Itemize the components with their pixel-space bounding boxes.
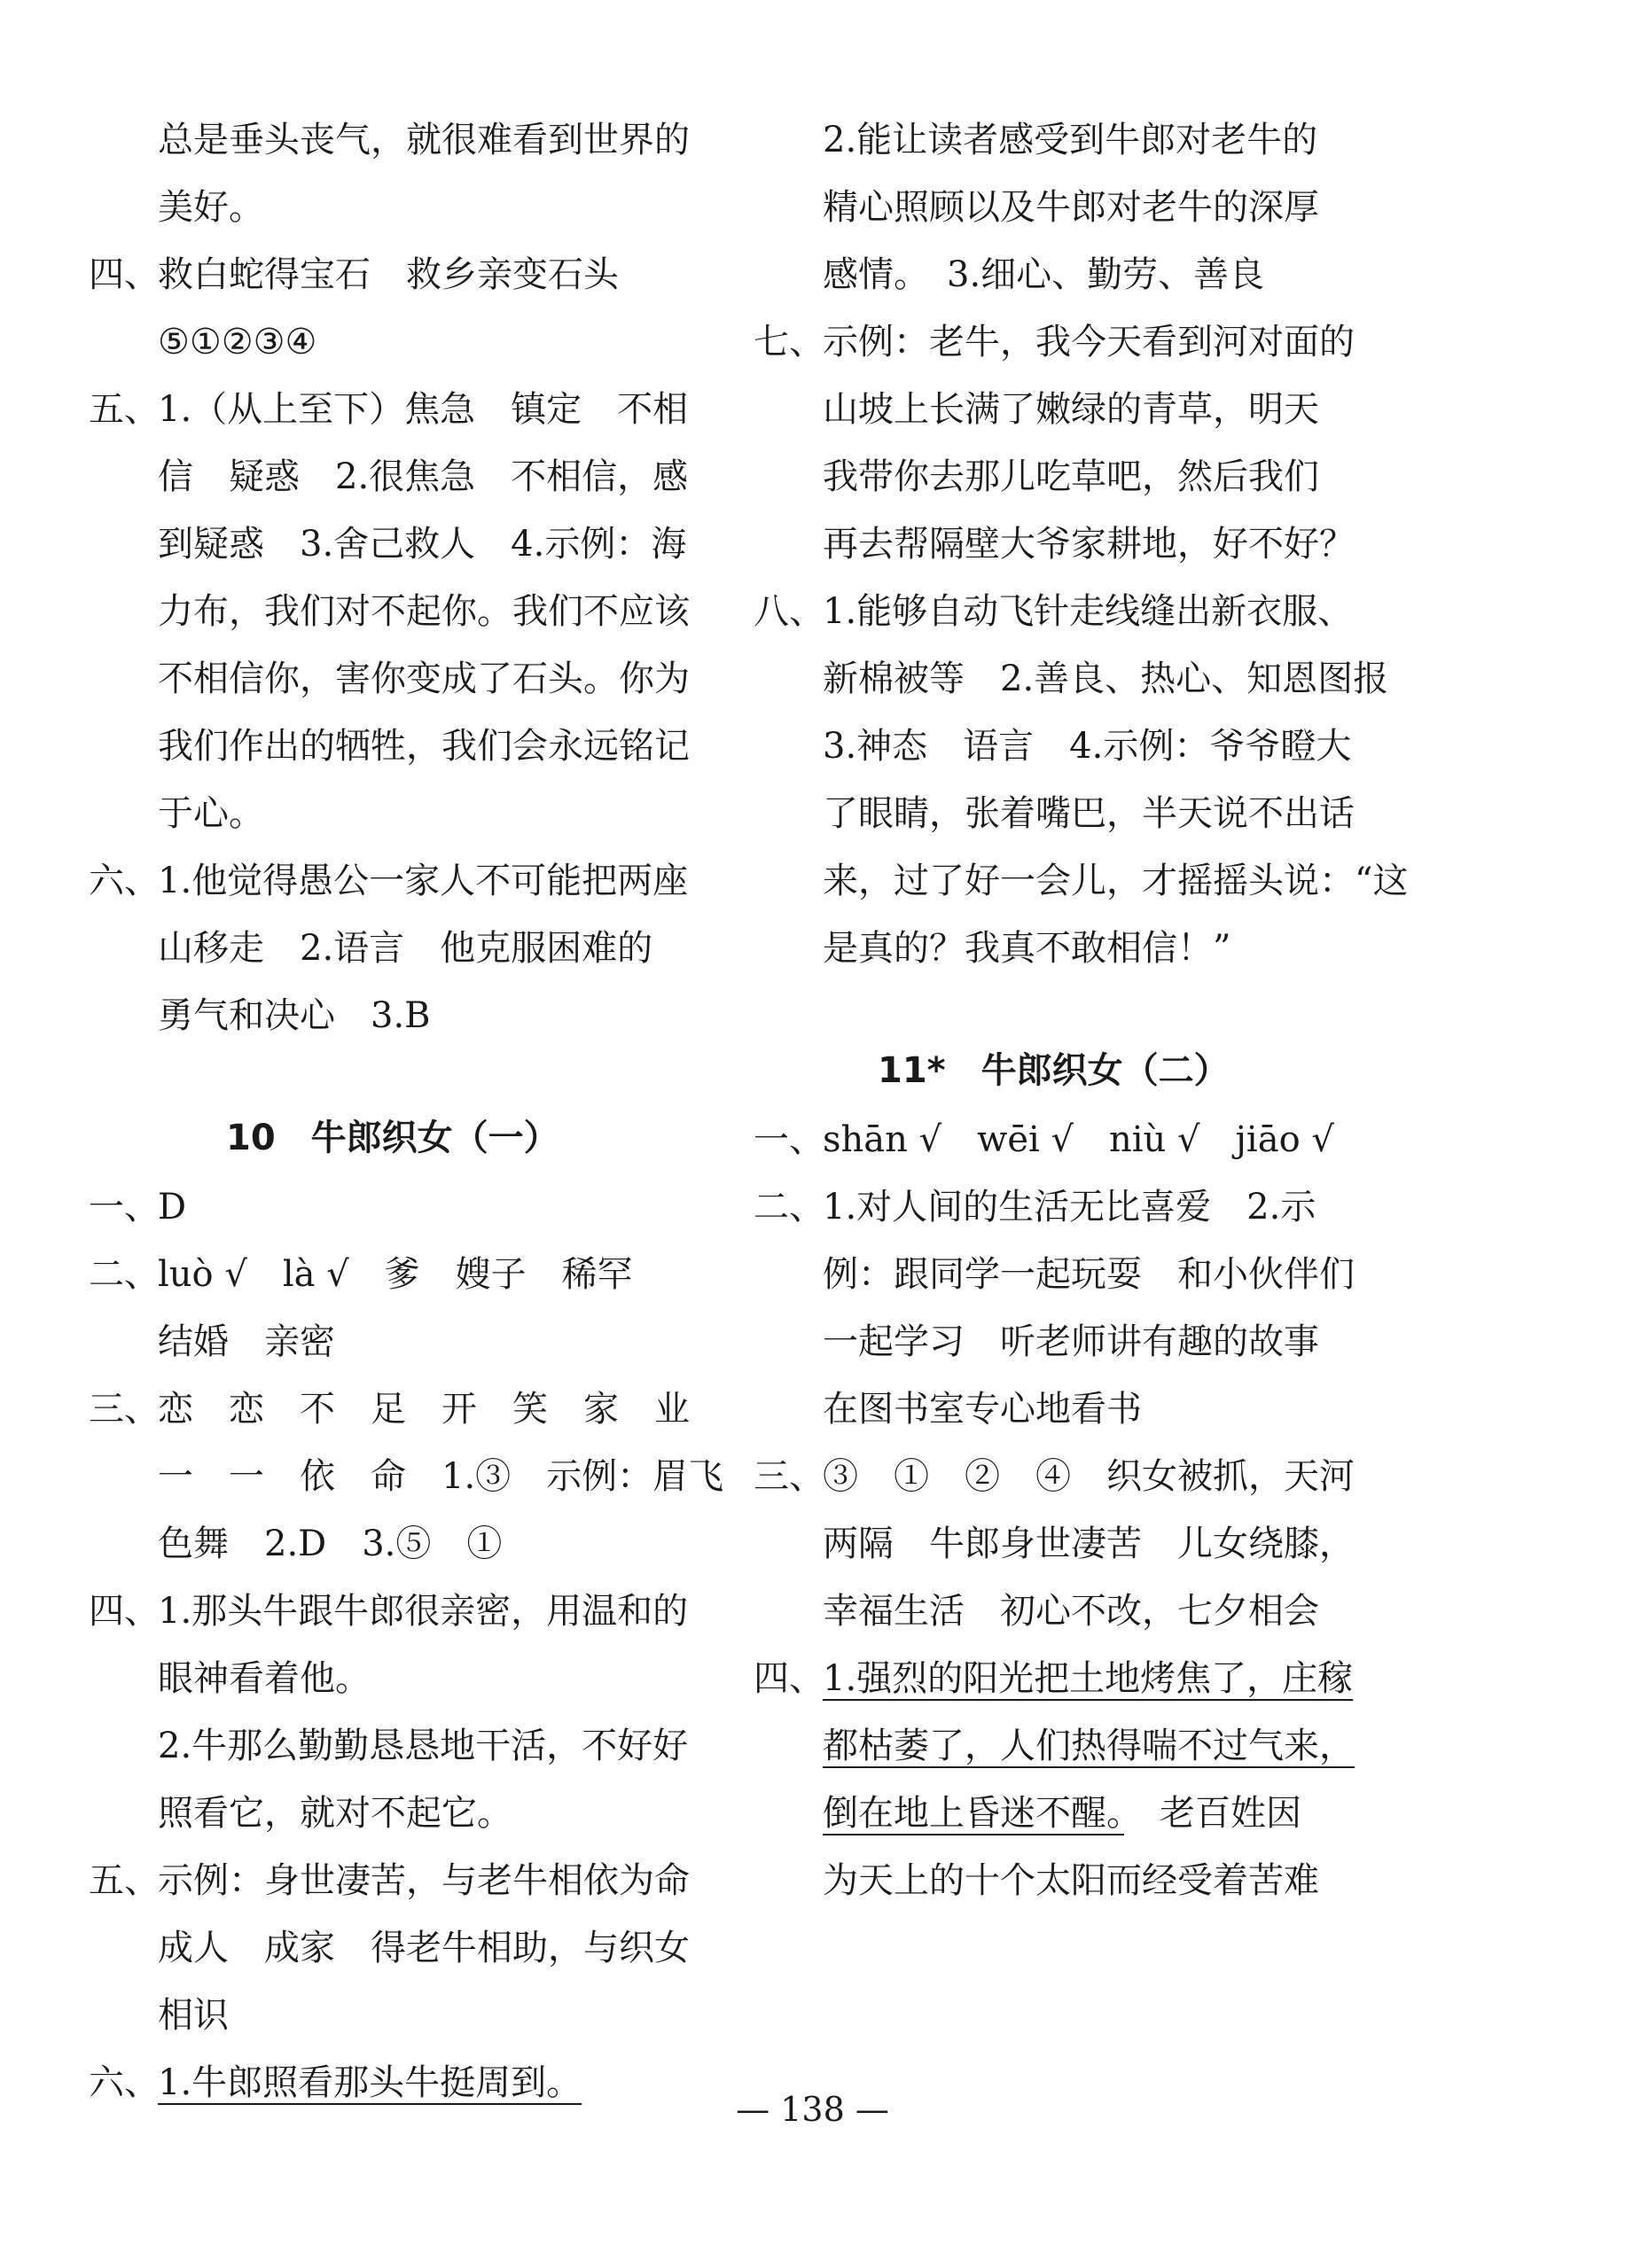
text-line: luò √ là √ 爹 嫂子 稀罕 [158, 1254, 633, 1295]
text-line: ③ ① ② ④ 织女被抓，天河 [823, 1456, 1355, 1497]
q3 [89, 1376, 700, 1443]
text-line: 2.牛那么勤勤恳恳地干活，不好好 [158, 1726, 689, 1766]
text-line: 救白蛇得宝石 救乡亲变石头 [158, 254, 619, 295]
section-7 [754, 308, 1356, 376]
text-line: 1.对人间的生活无比喜爱 2.示 [823, 1187, 1316, 1228]
text-line [754, 1712, 1356, 1780]
text-line: 例：跟同学一起玩耍 和小伙伴们 [823, 1254, 1355, 1295]
section-label: 八、 [754, 591, 824, 632]
text-line: 美好。 [158, 187, 264, 228]
spacer [89, 1049, 700, 1103]
text-line: 照看它，就对不起它。 [158, 1793, 512, 1834]
q1 [754, 1106, 1356, 1173]
q2 [89, 1241, 700, 1308]
section-label: 五、 [89, 1860, 160, 1901]
text-line: 于心。 [158, 793, 264, 834]
text-line: 示例：老牛，我今天看到河对面的 [823, 322, 1355, 362]
text-line: 山坡上长满了嫩绿的青草，明天 [823, 389, 1319, 430]
text-line: 3.神态 语言 4.示例：爷爷瞪大 [823, 726, 1352, 767]
q3 [754, 1443, 1356, 1510]
section-label: 四、 [89, 1591, 160, 1632]
section-label: 七、 [754, 322, 824, 362]
text-line: 在图书室专心地看书 [823, 1389, 1142, 1430]
text-line: 新棉被等 2.善良、热心、知恩图报 [823, 659, 1389, 699]
text-line: 再去帮隔壁大爷家耕地，好不好？ [823, 524, 1355, 565]
text-line: 我带你去那儿吃草吧，然后我们 [823, 456, 1319, 497]
right-column [754, 106, 1409, 1914]
section-4 [89, 241, 700, 308]
text-line: 幸福生活 初心不改，七夕相会 [823, 1591, 1319, 1632]
text-line: ⑤①②③④ [158, 322, 317, 362]
text-line: 我们作出的牺牲，我们会永远铭记 [158, 726, 690, 767]
text-line: D [158, 1187, 187, 1228]
lesson-10-title: 10 牛郎织女（一） [226, 1118, 559, 1158]
text-line: 来，过了好一会儿，才摇摇头说：“这 [823, 861, 1409, 901]
text-line: 精心照顾以及牛郎对老牛的深厚 [823, 187, 1319, 228]
text-line: shān √ wēi √ niù √ jiāo √ [823, 1119, 1334, 1160]
section-8 [754, 578, 1356, 645]
text-line: 一 一 依 命 1.③ 示例：眉飞 [158, 1456, 724, 1497]
q2 [754, 1173, 1356, 1241]
text-line: 示例：身世凄苦，与老牛相依为命 [158, 1860, 690, 1901]
section-label: 二、 [754, 1187, 824, 1228]
page-number: — 138 — [736, 2090, 889, 2129]
underlined-answer: 倒在地上昏迷不醒。 [823, 1793, 1124, 1834]
q4 [754, 1645, 1356, 1712]
text-line: 眼神看着他。 [158, 1658, 371, 1699]
text-line: 感情。 3.细心、勤劳、善良 [823, 254, 1265, 295]
left-column [89, 106, 724, 2116]
text-line: 两隔 牛郎身世凄苦 儿女绕膝， [823, 1524, 1355, 1564]
text-line [754, 1780, 1356, 1847]
text-line: 不相信你，害你变成了石头。你为 [158, 659, 690, 699]
section-label: 六、 [89, 861, 160, 901]
section-label: 二、 [89, 1254, 160, 1295]
text-line: 结婚 亲密 [158, 1321, 335, 1362]
text-line: 了眼睛，张着嘴巴，半天说不出话 [823, 793, 1355, 834]
text-line: 2.能让读者感受到牛郎对老牛的 [823, 120, 1318, 160]
text-line: 力布，我们对不起你。我们不应该 [158, 591, 690, 632]
q4 [89, 1578, 700, 1645]
q5 [89, 1847, 700, 1914]
lesson-11-title: 11* 牛郎织女（二） [878, 1050, 1230, 1091]
text-line: 1.那头牛跟牛郎很亲密，用温和的 [158, 1591, 689, 1632]
text-line: 1.他觉得愚公一家人不可能把两座 [158, 861, 689, 901]
text-line: 勇气和决心 3.B [158, 995, 431, 1036]
section-label: 四、 [754, 1658, 824, 1699]
section-label: 四、 [89, 254, 160, 295]
spacer [754, 982, 1356, 1035]
text-line: 恋 恋 不 足 开 笑 家 业 [158, 1389, 690, 1430]
underlined-answer: 1.强烈的阳光把土地烤焦了，庄稼 [823, 1658, 1354, 1699]
text-line: 1.（从上至下）焦急 镇定 不相 [158, 389, 689, 430]
section-label: 一、 [89, 1187, 160, 1228]
underlined-answer: 都枯萎了，人们热得喘不过气来， [823, 1726, 1355, 1766]
text-line: 山移走 2.语言 他克服困难的 [158, 928, 653, 969]
text-line: 为天上的十个太阳而经受着苦难 [823, 1860, 1319, 1901]
text-line: 是真的？我真不敢相信！” [823, 928, 1231, 969]
section-label: 五、 [89, 389, 160, 430]
section-5 [89, 376, 700, 443]
section-6 [89, 847, 700, 915]
text-fragment: 老百姓因 [1124, 1793, 1301, 1834]
text-line: 总是垂头丧气，就很难看到世界的 [158, 120, 690, 160]
text-line: 色舞 2.D 3.⑤ ① [158, 1524, 503, 1564]
text-line: 到疑惑 3.舍己救人 4.示例：海 [158, 524, 687, 565]
text-line: 信 疑惑 2.很焦急 不相信，感 [158, 456, 689, 497]
section-label: 六、 [89, 2062, 160, 2103]
section-label: 三、 [754, 1456, 824, 1497]
underlined-answer: 1.牛郎照看那头牛挺周到。 [158, 2062, 582, 2103]
q1 [89, 1173, 700, 1241]
text-line: 成人 成家 得老牛相助，与织女 [158, 1928, 690, 1968]
text-line: 相识 [158, 1995, 229, 2036]
text-line: 1.能够自动飞针走线缝出新衣服、 [823, 591, 1354, 632]
section-label: 一、 [754, 1119, 824, 1160]
section-label: 三、 [89, 1389, 160, 1430]
text-line: 一起学习 听老师讲有趣的故事 [823, 1321, 1319, 1362]
